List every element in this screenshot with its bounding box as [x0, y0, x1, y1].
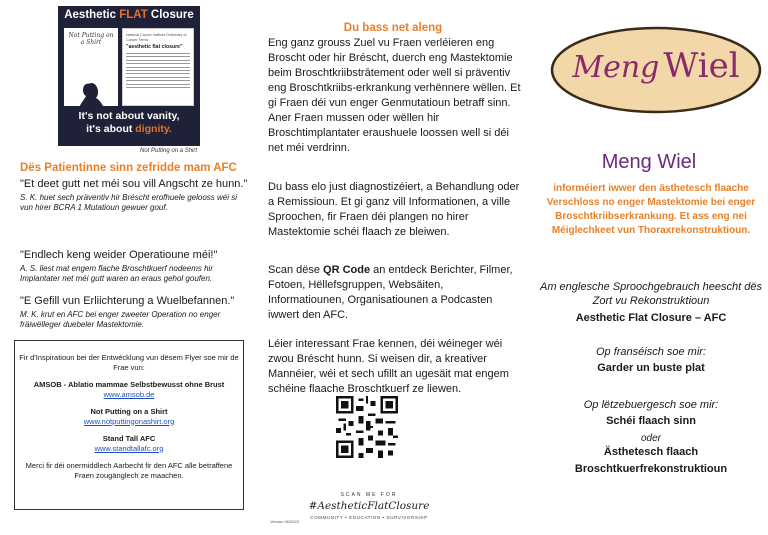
ack-intro: Fir d'Inspiratioun bei der Entwécklung vun dësem Flyer soe mir de Frae vun:: [19, 353, 239, 372]
org-name-standtall: Stand Tall AFC: [102, 434, 156, 443]
lux-or: oder: [640, 433, 661, 444]
qr-code-icon[interactable]: [336, 396, 398, 458]
poster-slogan-line2: it's about: [86, 123, 136, 135]
logo-word-wiel: Wiel: [663, 46, 740, 86]
org-name-amsob: AMSOB - Ablatio mammae Selbstbewusst ohne Brust: [33, 380, 225, 389]
testimonial: [20, 294, 252, 330]
poster-slogan-line1: It's not about vanity,: [78, 110, 180, 122]
qr-info-bold: QR Code: [323, 264, 371, 276]
testimonial-quote: "Et deet gutt net méi sou vill Angscht ze hunn.": [20, 178, 248, 190]
paragraph-diagnosis: Du bass elo just diagnostizéiert, a Behandlung oder a Remissioun. Et gi ganz vill Informationen, a ville Sproochen, fir Fraen déi plangen no hirer Mastektomie schéi flaach ze bleiwen.: [268, 181, 520, 238]
paragraph-qr-info: [268, 263, 522, 323]
testimonial-quote: "Endlech keng weider Operatioune méi!": [20, 249, 218, 261]
english-usage-label: Am englesche Sproochgebrauch heescht dës Zort vu Rekonstruktioun: [540, 281, 762, 307]
testimonial-author: A. S. liest mat engem flache Broschtkuerf nodeems hir Implantater net méi gutt waren an eraus gehol goufen.: [20, 264, 213, 283]
not-alone-heading: Du bass net aleng: [343, 22, 443, 34]
french-label: Op franséisch soe mir:: [595, 346, 707, 358]
poster-credit: Not Putting on a Shirt: [140, 148, 198, 154]
link-standtall[interactable]: www.standtallafc.org: [94, 443, 164, 453]
cover-intro: informéiert iwwer den ästhetesch flaache Verschloss no enger Mastektomie bei enger Broschtkriibserkrankung. Et ass eng nei Méiglechkeet vun Thoraxrekonstruktioun.: [546, 183, 756, 236]
french-term: Garder un buste plat: [597, 362, 705, 374]
testimonial-quote: "E Gefill vun Erliichterung a Wuelbefannen.": [20, 295, 235, 307]
lux-label: Op lëtzebuergesch soe mir:: [583, 399, 719, 411]
testimonial-author: M. K. krut en AFC bei enger zweeter Operation no enger fräiwëlleger duebeler Mastektomie.: [20, 310, 221, 329]
logo-word-meng: Meng: [572, 50, 660, 85]
qr-info-pre: Scan dëse: [268, 264, 324, 276]
meng-wiel-logo: [548, 46, 764, 86]
npsh-logo-text: Not Putting on a Shirt: [68, 32, 114, 46]
cover-title: Meng Wiel: [601, 151, 697, 173]
patients-heading: Dës Patientinne sinn zefridde mam AFC: [20, 162, 237, 174]
paragraph-intro: Eng ganz grouss Zuel vu Fraen verléieren eng Broscht oder hir Bréscht, duerch eng Mastektomie beim Broschtkriibstrātement oder well si präventiv eng Broschtkriibs-erkrankung verhënnere wëllen. Et gi Fraen déi vun enger Genmutatioun betraff sinn. Aner Fraen mussen oder wëllen hir Broschtimplantater eraushuele loossen well si déi net méi verdrinn.: [268, 37, 521, 154]
qr-info-post: an entdeck Berichter, Filmer, Fotoen, Hëllefsgruppen, Websäiten, Informatiounen, Organisatiounen a Podcasten iwwert den AFC.: [268, 264, 513, 321]
acknowledgement-box: [14, 340, 244, 510]
poster-title-accent: FLAT: [119, 9, 148, 21]
qr-scan-label: SCAN ME FOR: [340, 492, 398, 498]
version-label: Version 06/2023: [270, 519, 299, 524]
poster-title-pre: Aesthetic: [64, 9, 120, 21]
dict-term: "aesthetic flat closure": [126, 44, 183, 50]
poster-slogan: [58, 110, 200, 136]
dict-text-lines: [126, 53, 190, 88]
middle-panel: [264, 0, 522, 535]
testimonial: [20, 177, 252, 213]
qr-subtitle: COMMUNITY • EDUCATION • SURVIVORSHIP: [310, 515, 428, 520]
dictionary-excerpt: [122, 28, 194, 106]
testimonial-author: S. K. huet sech präventiv hir Bréscht erofhuele gelooss wéi si vun hirer BCRA 1 Mutatioun gewuer gouf.: [20, 193, 237, 212]
ack-thanks: Merci fir déi onermiddlech Aarbecht fir den AFC alle betraffene Fraen zougänglech ze maachen.: [25, 461, 233, 480]
right-panel: [530, 0, 768, 535]
testimonial: [20, 248, 252, 284]
lux-term-2: Ästhetesch flaach: [603, 446, 699, 458]
poster-title-post: Closure: [147, 9, 194, 21]
org-name-npsh: Not Putting on a Shirt: [90, 407, 168, 416]
dict-header: National Cancer Institute Dictionary of Cancer Terms: [126, 33, 187, 42]
afc-poster-image: [58, 6, 200, 146]
link-amsob[interactable]: www.amsob.de: [103, 389, 155, 399]
paragraph-meet-women: Léier interessant Frae kennen, déi wéineger wéi zwou Bréscht hunn. Si weisen dir, a kreativer Mannéier, wéi et sech ufillt an ugesäit mat engem schéine flaache Broschtkuerf ze liewen.: [268, 338, 509, 395]
qr-hashtag: #AestheticFlatClosure: [308, 500, 430, 512]
link-npsh[interactable]: www.notputtingonashirt.org: [83, 416, 175, 426]
poster-title: [58, 9, 200, 21]
afc-term: Aesthetic Flat Closure – AFC: [575, 312, 727, 324]
lux-term-3: Broschtkuerfrekonstruktioun: [574, 463, 728, 475]
poster-slogan-accent: dignity.: [135, 123, 172, 135]
npsh-logo: [64, 28, 118, 106]
lux-term-1: Schéi flaach sinn: [606, 415, 696, 427]
left-panel: [0, 0, 256, 535]
